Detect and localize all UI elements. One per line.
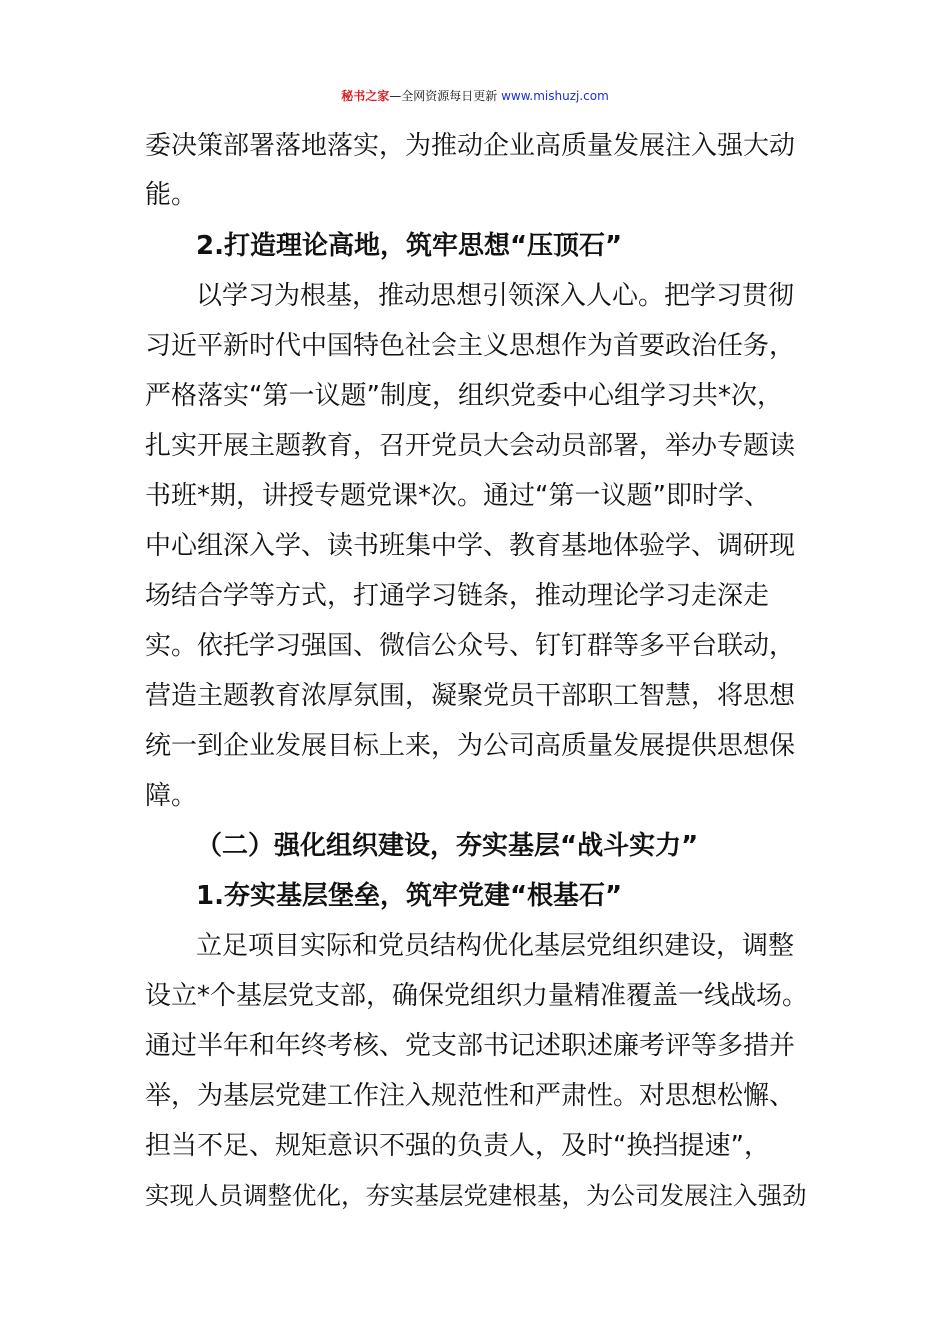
text-line: 习近平新时代中国特色社会主义思想作为首要政治任务，: [145, 331, 796, 361]
text-line: 担当不足、规矩意识不强的负责人，及时“换挡提速”，: [145, 1131, 770, 1161]
text-line: 中心组深入学、读书班集中学、教育基地体验学、调研现: [145, 531, 796, 561]
site-tagline: —全网资源每日更新: [389, 89, 498, 103]
text-line: 实现人员调整优化，夯实基层党建根基，为公司发展注入强劲: [145, 1181, 807, 1210]
text-line: 营造主题教育浓厚氛围，凝聚党员干部职工智慧，将思想: [145, 681, 796, 711]
text-line: 障。: [145, 781, 198, 811]
text-line: 场结合学等方式，打通学习链条，推动理论学习走深走: [145, 581, 770, 611]
subheading: 1.夯实基层堡垒，筑牢党建“根基石”: [196, 881, 623, 911]
text-line: 设立*个基层党支部，确保党组织力量精准覆盖一线战场。: [145, 981, 809, 1011]
text-line: 扎实开展主题教育，召开党员大会动员部署，举办专题读: [145, 431, 796, 461]
text-line: 书班*期，讲授专题党课*次。通过“第一议题”即时学、: [145, 481, 770, 511]
text-line: 能。: [145, 180, 198, 210]
text-line: 严格落实“第一议题”制度，组织党委中心组学习共*次，: [145, 381, 783, 411]
subheading: 2.打造理论高地，筑牢思想“压顶石”: [196, 231, 623, 261]
text-line: 实。依托学习强国、微信公众号、钉钉群等多平台联动，: [145, 631, 796, 661]
text-line: 委决策部署落地落实，为推动企业高质量发展注入强大动: [145, 131, 796, 161]
text-line: 统一到企业发展目标上来，为公司高质量发展提供思想保: [145, 731, 796, 761]
paragraph-first-line: 立足项目实际和党员结构优化基层党组织建设，调整: [196, 931, 795, 961]
site-header: [0, 80, 950, 112]
paragraph-first-line: 以学习为根基，推动思想引领深入人心。把学习贯彻: [196, 281, 795, 311]
text-line: 通过半年和年终考核、党支部书记述职述廉考评等多措并: [145, 1031, 796, 1061]
section-heading: （二）强化组织建设，夯实基层“战斗实力”: [196, 831, 699, 861]
site-url-link[interactable]: www.mishuzj.com: [501, 89, 609, 103]
site-brand: 秘书之家: [341, 89, 390, 103]
text-line: 举，为基层党建工作注入规范性和严肃性。对思想松懈、: [145, 1081, 796, 1111]
